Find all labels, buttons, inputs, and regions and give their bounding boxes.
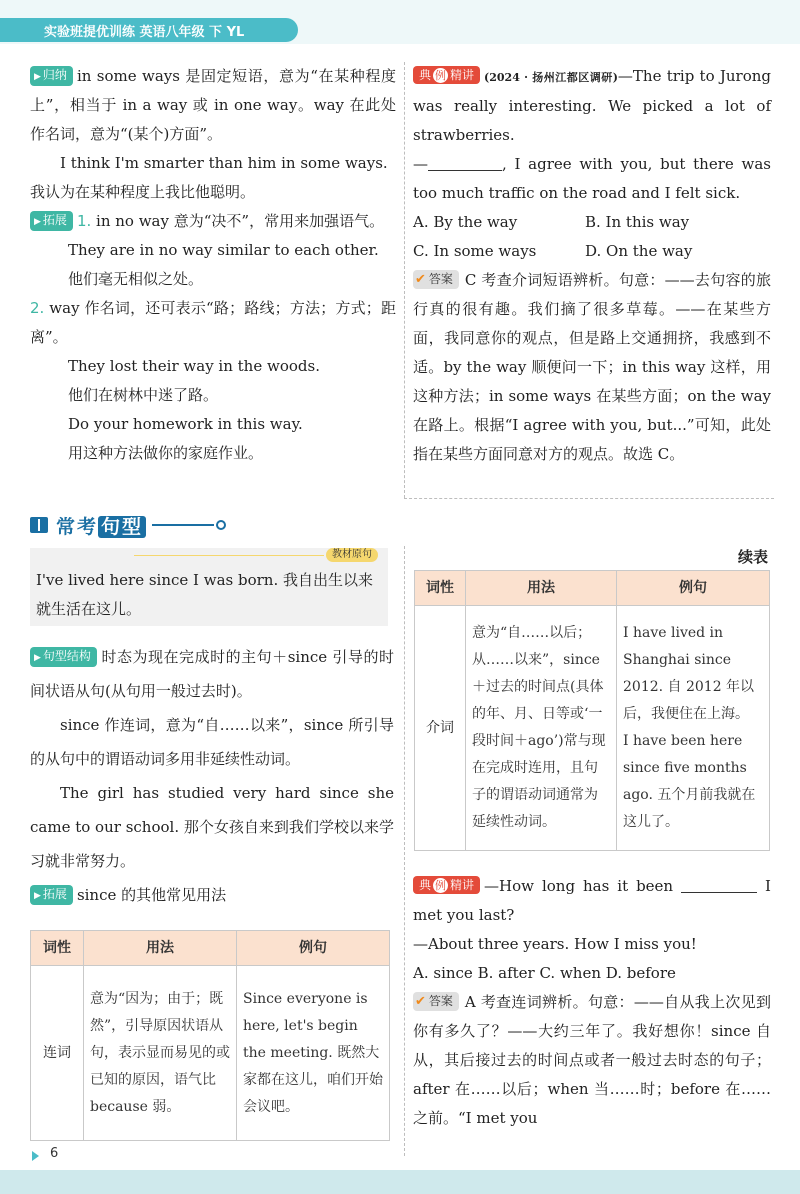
cell-usage: 意为“因为；由于；既然”，引导原因状语从句，表示显而易见的或已知的原因，语气比 because 弱。 [84,966,237,1141]
point1-paragraph [30,207,396,236]
triangle-icon: ▶ [34,72,41,82]
answer-tag: ✔ 答案 [413,270,459,289]
footer-band [0,1170,800,1194]
textbook-sentence-box [30,548,388,626]
header-usage: 用法 [84,931,237,966]
cell-example: Since everyone is here, let's begin the meeting. 既然大家都在这儿，咱们开始会议吧。 [237,966,390,1141]
point1-example-en: They are in no way similar to each other. [68,241,379,259]
left-top-notes [30,62,396,468]
answer-text: C 考查介词短语辨析。句意：——去句容的旅行真的很有趣。我们摘了很多草莓。——在某些方面，我同意你的观点，但是路上交通拥挤，我感到不适。by the way 顺便问一下；in this way 这样，用这种方法；in some ways 在某些方面；on the way 在路上。根据“I agree with you, but...”可知，此处指在某些方面同意对方的观点。故选 C。 [413,271,771,463]
options-row-1 [413,208,771,237]
dianli-tag: 典 例 精讲 [413,66,480,84]
point2-text: way 作名词，还可表示“路；路线；方法；方式；距离”。 [30,299,396,346]
point2-example1-en: They lost their way in the woods. [68,357,320,375]
cell-usage: 意为“自……以后；从……以来”，since＋过去的时间点(具体的年、月、日等或‘一段时间＋ago’)常与现在完成时连用，且句子的谓语动词通常为延续性动词。 [466,606,617,851]
cell-example-2: I have been here since five months ago. 五个月前我就在这儿了。 [623,733,756,830]
answer-blank [428,152,502,171]
point1-text: in no way 意为“决不”，常用来加强语气。 [96,212,385,230]
point2-number: 2. [30,299,45,317]
point2-example1-zh: 他们在树林中迷了路。 [68,386,219,404]
title-dot [216,520,226,530]
guina-text: in some ways 是固定短语，意为“在某种程度上”，相当于 in a way 或 in one way。way 在此处作名词，意为“(某个)方面”。 [30,67,396,143]
cell-example-1: I have lived in Shanghai since 2012. 自 2012 年以后，我便住在上海。 [623,625,755,722]
answer-tag-2: ✔ 答案 [413,992,459,1011]
cell-example [617,606,770,851]
header-pos: 词性 [31,931,84,966]
book-icon [30,517,48,533]
question-line-b: — , I agree with you, but there was too much traffic on the road and I felt sick. [413,150,771,208]
cell-pos: 连词 [31,966,84,1141]
question2-line-a: —How long has it been [484,877,674,895]
header-title: 实验班提优训练 英语八年级 下 YL [44,25,245,40]
example-en: I think I'm smarter than him in some ways. [60,154,388,172]
answer-text-2: A 考查连词辨析。句意：——自从我上次见到你有多久了？——大约三年了。我好想你！since 自从，其后接过去的时间点或者一般过去时态的句子；after 在……以后；when 当……时；before 在……之前。“I met you [413,993,771,1127]
question-block [413,62,771,150]
table-header-row [31,931,390,966]
section-title [30,512,226,538]
triangle-icon: ▶ [34,217,41,227]
continued-label: 续表 [738,548,769,566]
header-pos: 词性 [415,571,466,606]
option-b: B. In this way [585,213,690,231]
point1-number: 1. [76,212,92,230]
guina-tag: ▶ 归纳 [30,66,73,86]
since-paragraph: since 作连词，意为“自……以来”，since 所引导的从句中的谓语动词多用非延续性动词。 [30,716,394,768]
structure-tag: ▶ 句型结构 [30,647,97,667]
options-row-2 [413,237,771,266]
point2-example2-zh: 用这种方法做你的家庭作业。 [68,444,264,462]
title-underline [152,524,214,526]
textbook-label: 教材原句 [326,548,378,562]
right-bottom-example [413,872,771,1133]
answer-blank-2 [681,874,757,893]
option-a: A. By the way [413,213,518,231]
table-header-row [415,571,770,606]
table-row [31,966,390,1141]
structure-paragraph [30,640,394,708]
answer-block [413,266,771,469]
point2-example2-en: Do your homework in this way. [68,415,303,433]
question2-line-b: —About three years. How I miss you! [413,935,697,953]
options-2: A. since B. after C. when D. before [413,964,676,982]
tuozhan-tag-2: ▶ 拓展 [30,885,73,905]
point2-paragraph [30,294,396,352]
guina-paragraph [30,62,396,149]
since-table-left [30,930,390,1141]
question2-line-a-post: I met you last? [413,877,771,924]
since-table-right [414,570,770,851]
dianli-tag-2: 典 例 精讲 [413,876,480,894]
since-example: The girl has studied very hard since she came to our school. 那个女孩自来到我们学校以来学习就非常努力。 [30,784,394,870]
left-bottom-notes [30,640,394,912]
textbook-sentence: I've lived here since I was born. 我自出生以来就生活在这儿。 [36,571,373,618]
page-header [0,0,800,44]
option-d: D. On the way [585,242,693,260]
textbook-label-line [134,555,324,556]
right-section-divider [404,498,774,499]
tuozhan-tag: ▶ 拓展 [30,211,73,231]
example-zh: 我认为在某种程度上我比他聪明。 [30,183,256,201]
right-top-example [413,62,771,469]
triangle-icon: ▶ [34,891,41,901]
answer-block-2 [413,988,771,1133]
table-row [415,606,770,851]
option-c: C. In some ways [413,242,537,260]
triangle-icon: ▶ [34,653,41,663]
point1-example-zh: 他们毫无相似之处。 [68,270,204,288]
cell-pos: 介词 [415,606,466,851]
column-divider-bottom [404,546,405,1156]
column-divider-top [404,62,405,498]
structure-text: 时态为现在完成时的主句＋since 引导的时间状语从句(从句用一般过去时)。 [30,648,394,700]
section-title-text: 常考 句型 [56,512,146,539]
header-usage: 用法 [466,571,617,606]
page-number: 6 [50,1146,59,1161]
question-line-a: —The trip to Jurong was really interesting. We picked a lot of strawberries. [413,67,771,144]
question-block-2 [413,872,771,930]
tuozhan-text: since 的其他常见用法 [76,886,227,904]
header-example: 例句 [237,931,390,966]
check-icon: ✔ [415,272,426,287]
question-source: (2024 · 扬州江都区调研) [484,71,618,84]
header-example: 例句 [617,571,770,606]
check-icon: ✔ [415,994,426,1009]
page-marker-icon [32,1151,39,1161]
tuozhan-line [30,878,394,912]
